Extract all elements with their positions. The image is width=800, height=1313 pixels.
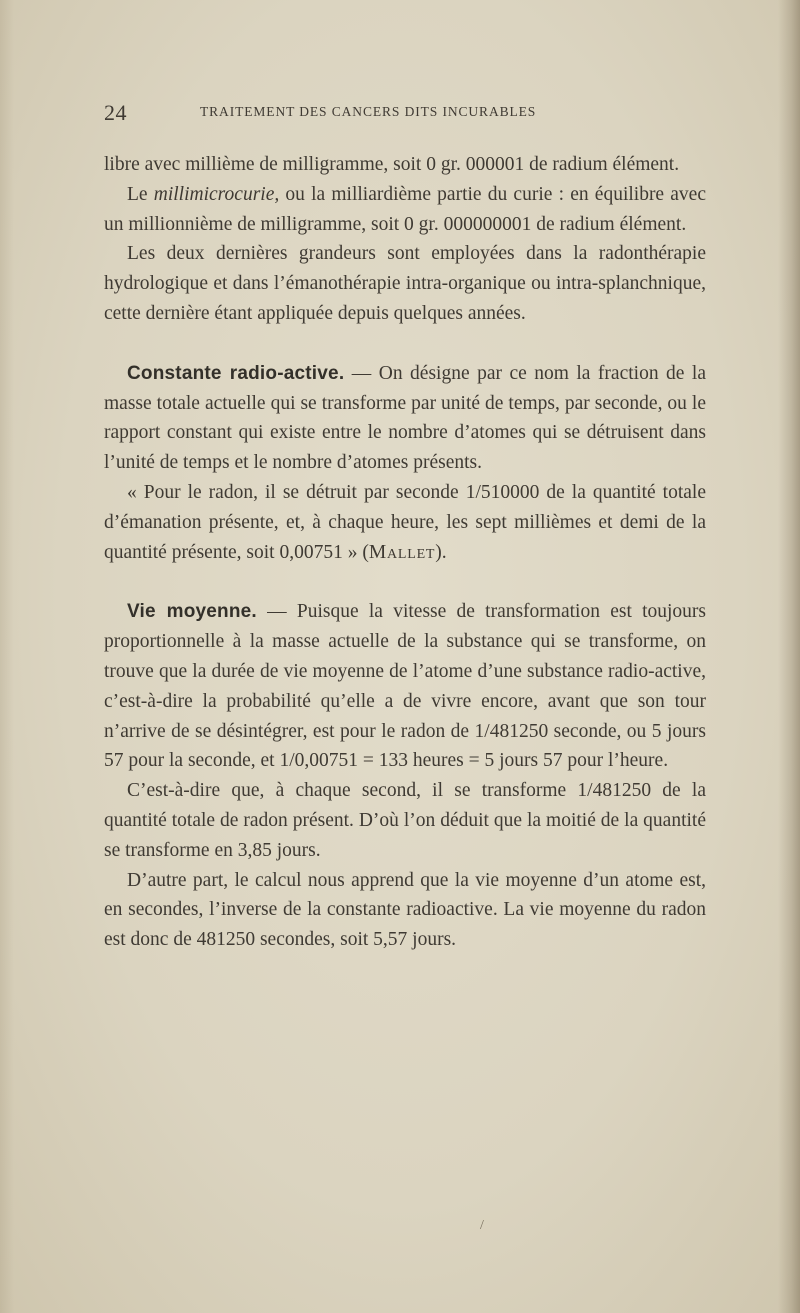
stray-mark: / bbox=[480, 1218, 484, 1233]
paragraph-1: libre avec millième de milligramme, soit 0 gr. 000001 de radium élément. bbox=[104, 154, 680, 175]
page-number: 24 bbox=[104, 100, 127, 125]
paragraph-constante-text: — On désigne par ce nom la fraction de la masse totale actuelle qui se transforme par unité de temps, par seconde, ou le rapport constant qui existe entre le nombre d’atomes qui se détruisent dans l’unité de temps et le nombre d’atomes présents. bbox=[104, 362, 706, 474]
paragraph-constante bbox=[104, 359, 706, 478]
running-title: TRAITEMENT DES CANCERS DITS INCURABLES bbox=[200, 104, 537, 119]
term-millimicrocurie: millimicrocurie, bbox=[153, 183, 280, 205]
section-gap bbox=[104, 329, 706, 359]
quote-end: ). bbox=[435, 541, 447, 563]
section-gap bbox=[104, 567, 706, 597]
paragraph-vie-moyenne-text: — Puisque la vitesse de transformation est toujours proportionnelle à la masse actuelle de la substance qui se transforme, on trouve que la durée de vie moyenne de l’atome d’une substance radio-active, c’est-à-dire la probabilité qu’elle a de vivre encore, avant que son tour n’arrive de se désintégrer, est pour le radon de 1/481250 seconde, ou 5 jours 57 pour la seconde, et 1/0,00751 = 133 heures = 5 jours 57 pour l’heure. bbox=[104, 601, 707, 772]
page-header bbox=[104, 100, 704, 125]
paragraph-2-start: Le bbox=[127, 183, 154, 205]
quote-text: « Pour le radon, il se détruit par seconde 1/510000 de la quantité totale d’émanation présente, et, à chaque heure, les sept millièmes et demi de la quantité présente, soit 0,00751 » ( bbox=[104, 481, 706, 563]
section-title-vie-moyenne: Vie moyenne. bbox=[127, 601, 257, 623]
paragraph-quote bbox=[104, 478, 706, 567]
paragraph-2 bbox=[104, 180, 706, 240]
paragraph-vie-moyenne bbox=[104, 597, 706, 776]
section-title-constante: Constante radio-active. bbox=[127, 362, 345, 384]
body-text bbox=[104, 150, 706, 955]
paragraph-3: Les deux dernières grandeurs sont employées dans la radonthérapie hydrologique et dans l’émanothérapie intra-organique ou intra-splanchnique, cette dernière étant appliquée depuis quelques années. bbox=[104, 243, 706, 324]
author-name: Mallet bbox=[368, 541, 436, 563]
page-right-shadow bbox=[778, 0, 800, 1313]
paragraph-2-rest: ou la milliardième partie du curie : en équilibre avec un millionnième de milligramme, soit 0 gr. 000000001 de radium élément. bbox=[104, 183, 706, 235]
paragraph-8: D’autre part, le calcul nous apprend que la vie moyenne d’un atome est, en secondes, l’inverse de la constante radioactive. La vie moyenne du radon est donc de 481250 secondes, soit 5,57 jours. bbox=[104, 869, 706, 951]
paragraph-7: C’est-à-dire que, à chaque second, il se transforme 1/481250 de la quantité totale de radon présent. D’où l’on déduit que la moitié de la quantité se transforme en 3,85 jours. bbox=[104, 780, 706, 861]
page-left-shadow bbox=[0, 0, 14, 1313]
